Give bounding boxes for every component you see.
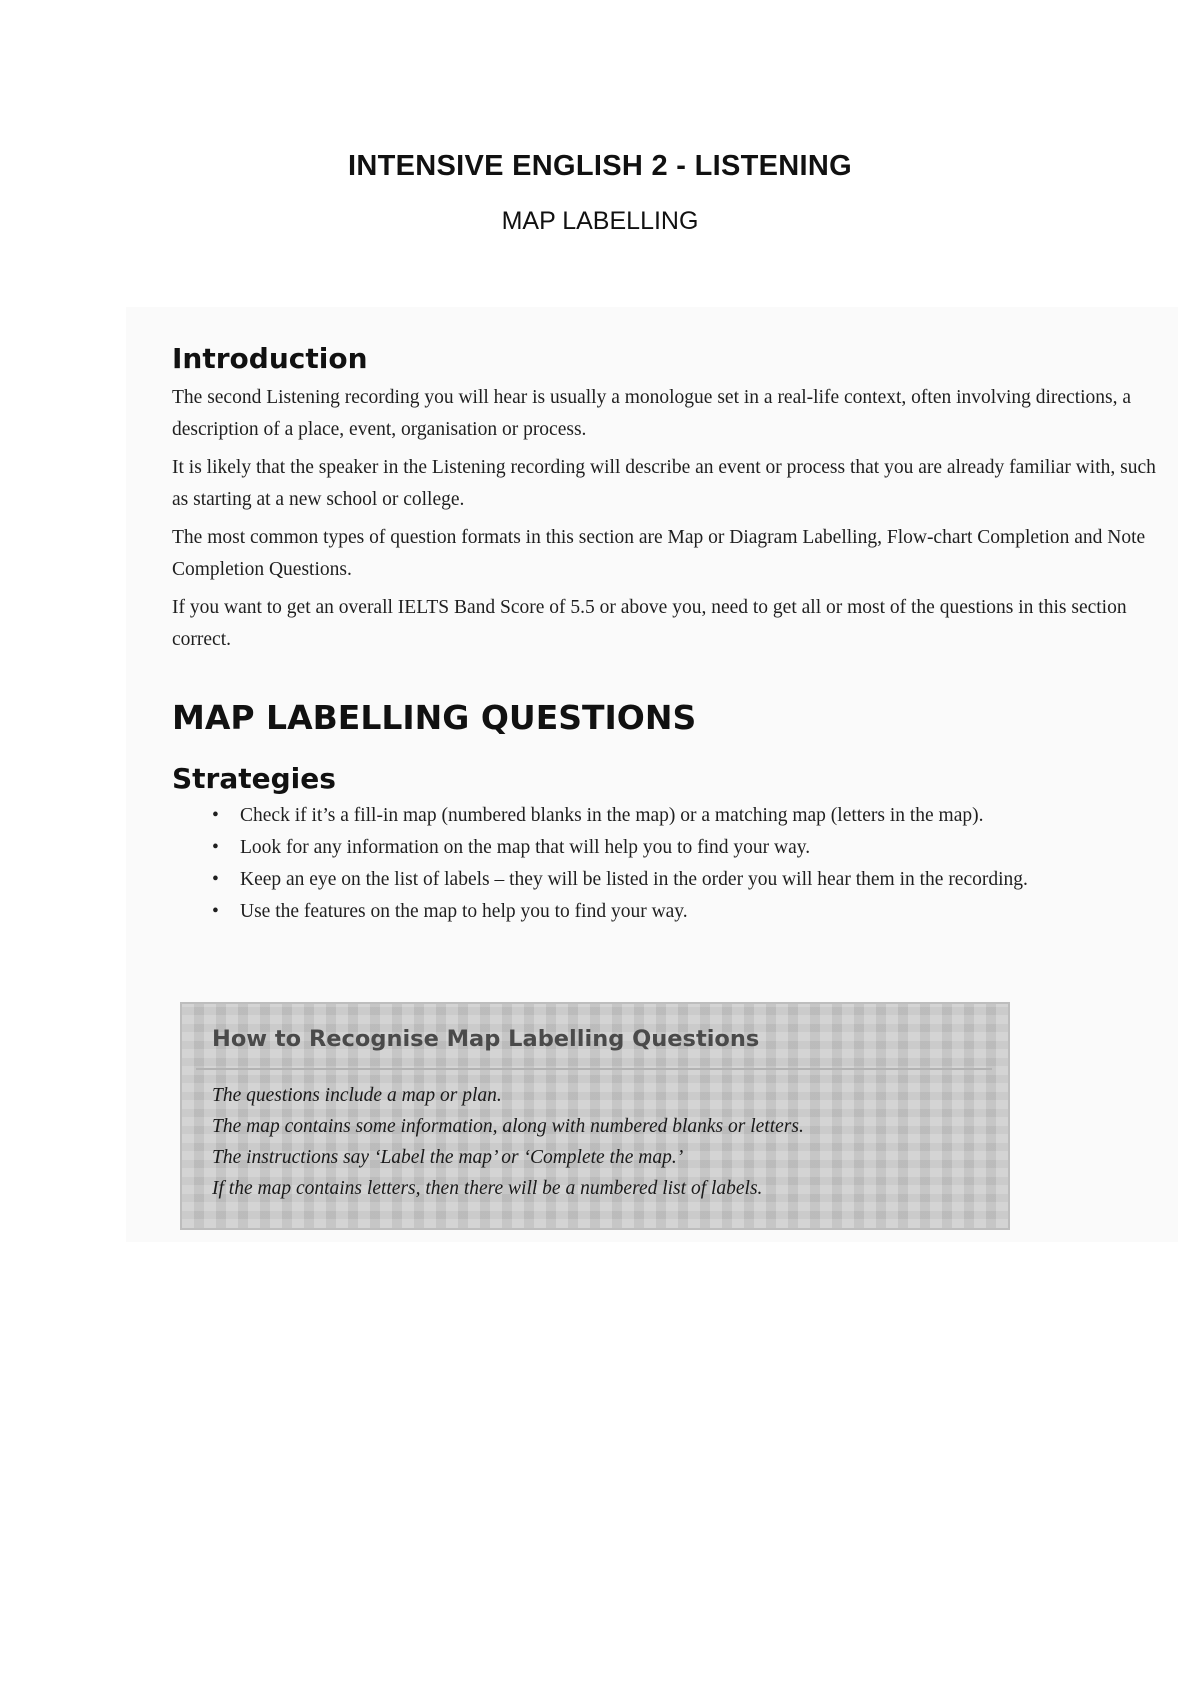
bullet-icon: • xyxy=(212,837,219,858)
info-box-line: The questions include a map or plan. xyxy=(212,1085,502,1106)
strategy-text: Use the features on the map to help you to find your way. xyxy=(240,901,688,922)
strategy-item xyxy=(212,896,1162,928)
info-box-title: How to Recognise Map Labelling Questions xyxy=(212,1026,760,1052)
page-header xyxy=(0,148,1200,236)
introduction-heading: Introduction xyxy=(172,342,368,375)
bullet-icon: • xyxy=(212,869,219,890)
document-title: INTENSIVE ENGLISH 2 - LISTENING xyxy=(348,150,852,182)
strategies-heading: Strategies xyxy=(172,762,336,795)
info-box-line: The instructions say ‘Label the map’ or ‘Complete the map.’ xyxy=(212,1147,684,1168)
intro-paragraph: It is likely that the speaker in the Listening recording will describe an event or process that you are already familiar with, such as starting at a new school or college. xyxy=(172,457,1156,510)
recognise-questions-box xyxy=(180,1002,1010,1230)
intro-paragraph: If you want to get an overall IELTS Band Score of 5.5 or above you, need to get all or most of the questions in this section correct. xyxy=(172,597,1127,650)
strategy-item xyxy=(212,864,1162,896)
strategy-text: Check if it’s a fill-in map (numbered blanks in the map) or a matching map (letters in the map). xyxy=(240,805,984,826)
info-box-line: If the map contains letters, then there will be a numbered list of labels. xyxy=(212,1178,763,1199)
document-subtitle: MAP LABELLING xyxy=(501,207,699,235)
info-box-list xyxy=(212,1080,804,1204)
info-box-line: The map contains some information, along with numbered blanks or letters. xyxy=(212,1116,804,1137)
strategy-text: Look for any information on the map that will help you to find your way. xyxy=(240,837,811,858)
map-labelling-heading: MAP LABELLING QUESTIONS xyxy=(172,698,697,737)
info-box-divider xyxy=(196,1068,992,1070)
intro-paragraph: The second Listening recording you will hear is usually a monologue set in a real-life context, often involving directions, a description of a place, event, organisation or process. xyxy=(172,387,1132,440)
main-content xyxy=(172,340,1162,928)
strategies-list xyxy=(172,800,1162,928)
bullet-icon: • xyxy=(212,805,219,826)
strategy-item xyxy=(212,832,1162,864)
intro-paragraph: The most common types of question formats in this section are Map or Diagram Labelling, Flow-chart Completion and Note Completion Questions. xyxy=(172,527,1146,580)
bullet-icon: • xyxy=(212,901,219,922)
strategy-text: Keep an eye on the list of labels – they will be listed in the order you will hear them in the recording. xyxy=(240,869,1028,890)
strategy-item xyxy=(212,800,1162,832)
